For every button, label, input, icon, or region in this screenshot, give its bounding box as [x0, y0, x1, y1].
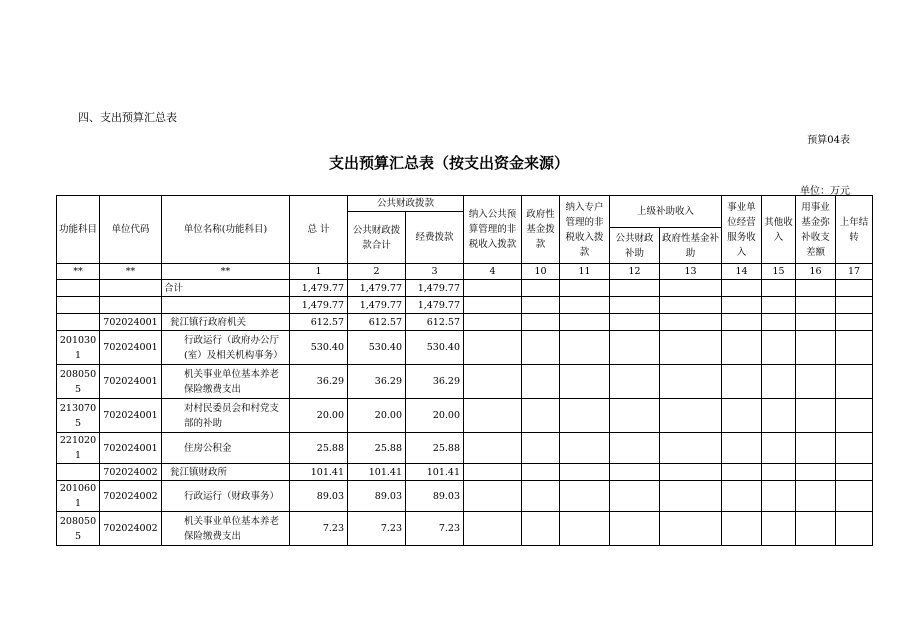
empty-cell	[464, 481, 522, 512]
empty-cell	[522, 297, 560, 314]
table-row	[57, 399, 873, 433]
index-cell: 3	[406, 264, 464, 280]
total-cell: 89.03	[290, 481, 348, 512]
empty-cell	[762, 399, 796, 433]
table-row	[57, 314, 873, 331]
header-non-tax: 纳入公共预算管理的非税收入拨款	[464, 196, 522, 264]
empty-cell	[796, 331, 836, 365]
empty-cell	[610, 331, 660, 365]
empty-cell	[610, 280, 660, 297]
unit-name-cell: 合计	[162, 280, 290, 297]
empty-cell	[610, 365, 660, 399]
appropriation-cell: 530.40	[406, 331, 464, 365]
appropriation-cell: 1,479.77	[406, 280, 464, 297]
empty-cell	[722, 365, 762, 399]
func-code-cell: 2080505	[57, 365, 100, 399]
appropriation-cell: 25.88	[406, 433, 464, 464]
empty-cell	[836, 365, 873, 399]
empty-cell	[836, 314, 873, 331]
empty-cell	[762, 280, 796, 297]
empty-cell	[560, 331, 610, 365]
empty-cell	[464, 433, 522, 464]
index-cell: 13	[660, 264, 722, 280]
empty-cell	[660, 512, 722, 546]
empty-cell	[464, 280, 522, 297]
index-cell: 17	[836, 264, 873, 280]
section-title: 四、支出预算汇总表	[78, 111, 177, 124]
unit-code-cell	[100, 297, 162, 314]
header-upper-group: 上级补助收入	[610, 196, 722, 228]
empty-cell	[610, 433, 660, 464]
public-total-cell: 7.23	[348, 512, 406, 546]
empty-cell	[522, 512, 560, 546]
func-code-cell	[57, 297, 100, 314]
unit-code-cell: 702024001	[100, 314, 162, 331]
empty-cell	[796, 464, 836, 481]
empty-cell	[522, 365, 560, 399]
table-row	[57, 481, 873, 512]
table-row	[57, 365, 873, 399]
unit-code-cell: 702024002	[100, 512, 162, 546]
index-cell: 12	[610, 264, 660, 280]
empty-cell	[796, 280, 836, 297]
header-upper-gov: 政府性基金补助	[660, 228, 722, 264]
total-cell: 101.41	[290, 464, 348, 481]
empty-cell	[762, 464, 796, 481]
table-row	[57, 512, 873, 546]
empty-cell	[722, 512, 762, 546]
empty-cell	[560, 365, 610, 399]
public-total-cell: 612.57	[348, 314, 406, 331]
empty-cell	[836, 280, 873, 297]
index-cell: 10	[522, 264, 560, 280]
public-total-cell: 25.88	[348, 433, 406, 464]
header-gov-fund: 政府性基金拨款	[522, 196, 560, 264]
empty-cell	[610, 297, 660, 314]
public-total-cell: 1,479.77	[348, 280, 406, 297]
empty-cell	[464, 365, 522, 399]
unit-name-cell: 对村民委员会和村党支部的补助	[162, 399, 290, 433]
empty-cell	[762, 481, 796, 512]
empty-cell	[560, 433, 610, 464]
total-cell: 20.00	[290, 399, 348, 433]
table-row	[57, 433, 873, 464]
public-total-cell: 89.03	[348, 481, 406, 512]
empty-cell	[660, 314, 722, 331]
empty-cell	[522, 280, 560, 297]
unit-name-cell: 机关事业单位基本养老保险缴费支出	[162, 512, 290, 546]
unit-label: 单位：万元	[800, 186, 850, 197]
empty-cell	[836, 464, 873, 481]
empty-cell	[796, 297, 836, 314]
unit-name-cell	[162, 297, 290, 314]
empty-cell	[836, 297, 873, 314]
appropriation-cell: 101.41	[406, 464, 464, 481]
total-cell: 1,479.77	[290, 297, 348, 314]
header-unit-name: 单位名称(功能科目)	[162, 196, 290, 264]
index-cell: **	[100, 264, 162, 280]
empty-cell	[610, 512, 660, 546]
empty-cell	[660, 433, 722, 464]
header-upper-public: 公共财政补助	[610, 228, 660, 264]
func-code-cell	[57, 464, 100, 481]
public-total-cell: 530.40	[348, 331, 406, 365]
appropriation-cell: 20.00	[406, 399, 464, 433]
header-public-group: 公共财政拨款	[348, 196, 464, 212]
unit-name-cell: 瓮江镇财政所	[162, 464, 290, 481]
empty-cell	[762, 512, 796, 546]
empty-cell	[762, 297, 796, 314]
header-special-non-tax: 纳入专户管理的非税收入拨款	[560, 196, 610, 264]
unit-name-cell: 行政运行（财政事务）	[162, 481, 290, 512]
empty-cell	[796, 433, 836, 464]
empty-cell	[722, 331, 762, 365]
header-enterprise: 事业单位经营服务收入	[722, 196, 762, 264]
header-appropriation: 经费拨款	[406, 212, 464, 264]
unit-name-cell: 行政运行（政府办公厅(室）及相关机构事务）	[162, 331, 290, 365]
empty-cell	[560, 399, 610, 433]
header-fund-balance: 用事业基金弥补收支差额	[796, 196, 836, 264]
empty-cell	[722, 399, 762, 433]
empty-cell	[722, 280, 762, 297]
empty-cell	[660, 399, 722, 433]
empty-cell	[522, 399, 560, 433]
appropriation-cell: 1,479.77	[406, 297, 464, 314]
empty-cell	[796, 481, 836, 512]
total-cell: 530.40	[290, 331, 348, 365]
total-cell: 25.88	[290, 433, 348, 464]
empty-cell	[796, 365, 836, 399]
index-cell: 1	[290, 264, 348, 280]
header-public-total: 公共财政拨款合计	[348, 212, 406, 264]
header-other: 其他收入	[762, 196, 796, 264]
empty-cell	[464, 512, 522, 546]
index-row	[57, 264, 873, 280]
empty-cell	[762, 433, 796, 464]
empty-cell	[660, 365, 722, 399]
appropriation-cell: 89.03	[406, 481, 464, 512]
empty-cell	[722, 481, 762, 512]
index-cell: 16	[796, 264, 836, 280]
total-cell: 36.29	[290, 365, 348, 399]
empty-cell	[762, 314, 796, 331]
index-cell: 4	[464, 264, 522, 280]
empty-cell	[522, 481, 560, 512]
func-code-cell: 2080505	[57, 512, 100, 546]
empty-cell	[796, 399, 836, 433]
total-cell: 612.57	[290, 314, 348, 331]
index-cell: **	[57, 264, 100, 280]
func-code-cell: 2010601	[57, 481, 100, 512]
index-cell: 14	[722, 264, 762, 280]
empty-cell	[722, 314, 762, 331]
public-total-cell: 1,479.77	[348, 297, 406, 314]
empty-cell	[522, 331, 560, 365]
func-code-cell: 2130705	[57, 399, 100, 433]
func-code-cell	[57, 280, 100, 297]
empty-cell	[660, 481, 722, 512]
index-cell: 15	[762, 264, 796, 280]
appropriation-cell: 36.29	[406, 365, 464, 399]
empty-cell	[464, 297, 522, 314]
empty-cell	[522, 433, 560, 464]
func-code-cell: 2210201	[57, 433, 100, 464]
total-cell: 7.23	[290, 512, 348, 546]
empty-cell	[762, 365, 796, 399]
empty-cell	[836, 399, 873, 433]
empty-cell	[762, 331, 796, 365]
unit-code-cell: 702024001	[100, 331, 162, 365]
header-func-code: 功能科目	[57, 196, 100, 264]
empty-cell	[560, 464, 610, 481]
form-number: 预算04表	[807, 135, 850, 146]
empty-cell	[610, 314, 660, 331]
empty-cell	[836, 331, 873, 365]
empty-cell	[660, 280, 722, 297]
table-row	[57, 464, 873, 481]
empty-cell	[722, 297, 762, 314]
empty-cell	[610, 464, 660, 481]
public-total-cell: 36.29	[348, 365, 406, 399]
empty-cell	[464, 331, 522, 365]
unit-code-cell: 702024001	[100, 433, 162, 464]
empty-cell	[610, 399, 660, 433]
empty-cell	[722, 464, 762, 481]
appropriation-cell: 612.57	[406, 314, 464, 331]
empty-cell	[560, 314, 610, 331]
empty-cell	[522, 464, 560, 481]
total-cell: 1,479.77	[290, 280, 348, 297]
empty-cell	[464, 464, 522, 481]
budget-summary-table	[56, 195, 873, 546]
empty-cell	[836, 433, 873, 464]
empty-cell	[796, 512, 836, 546]
empty-cell	[836, 481, 873, 512]
header-total: 总 计	[290, 196, 348, 264]
empty-cell	[722, 433, 762, 464]
index-cell: 11	[560, 264, 610, 280]
unit-name-cell: 瓮江镇行政府机关	[162, 314, 290, 331]
empty-cell	[560, 481, 610, 512]
empty-cell	[560, 280, 610, 297]
unit-code-cell: 702024002	[100, 464, 162, 481]
unit-code-cell: 702024001	[100, 399, 162, 433]
empty-cell	[796, 314, 836, 331]
empty-cell	[560, 297, 610, 314]
func-code-cell: 2010301	[57, 331, 100, 365]
table-row	[57, 331, 873, 365]
page-title: 支出预算汇总表（按支出资金来源）	[328, 154, 569, 172]
index-cell: 2	[348, 264, 406, 280]
empty-cell	[560, 512, 610, 546]
table-row	[57, 297, 873, 314]
empty-cell	[836, 512, 873, 546]
public-total-cell: 101.41	[348, 464, 406, 481]
unit-name-cell: 机关事业单位基本养老保险缴费支出	[162, 365, 290, 399]
header-unit-code: 单位代码	[100, 196, 162, 264]
empty-cell	[522, 314, 560, 331]
unit-name-cell: 住房公积金	[162, 433, 290, 464]
public-total-cell: 20.00	[348, 399, 406, 433]
header-carry-over: 上年结转	[836, 196, 873, 264]
table-row	[57, 280, 873, 297]
empty-cell	[610, 481, 660, 512]
unit-code-cell: 702024001	[100, 365, 162, 399]
unit-code-cell	[100, 280, 162, 297]
empty-cell	[464, 314, 522, 331]
unit-code-cell: 702024002	[100, 481, 162, 512]
func-code-cell	[57, 314, 100, 331]
empty-cell	[660, 464, 722, 481]
appropriation-cell: 7.23	[406, 512, 464, 546]
empty-cell	[660, 331, 722, 365]
index-cell: **	[162, 264, 290, 280]
empty-cell	[464, 399, 522, 433]
empty-cell	[660, 297, 722, 314]
